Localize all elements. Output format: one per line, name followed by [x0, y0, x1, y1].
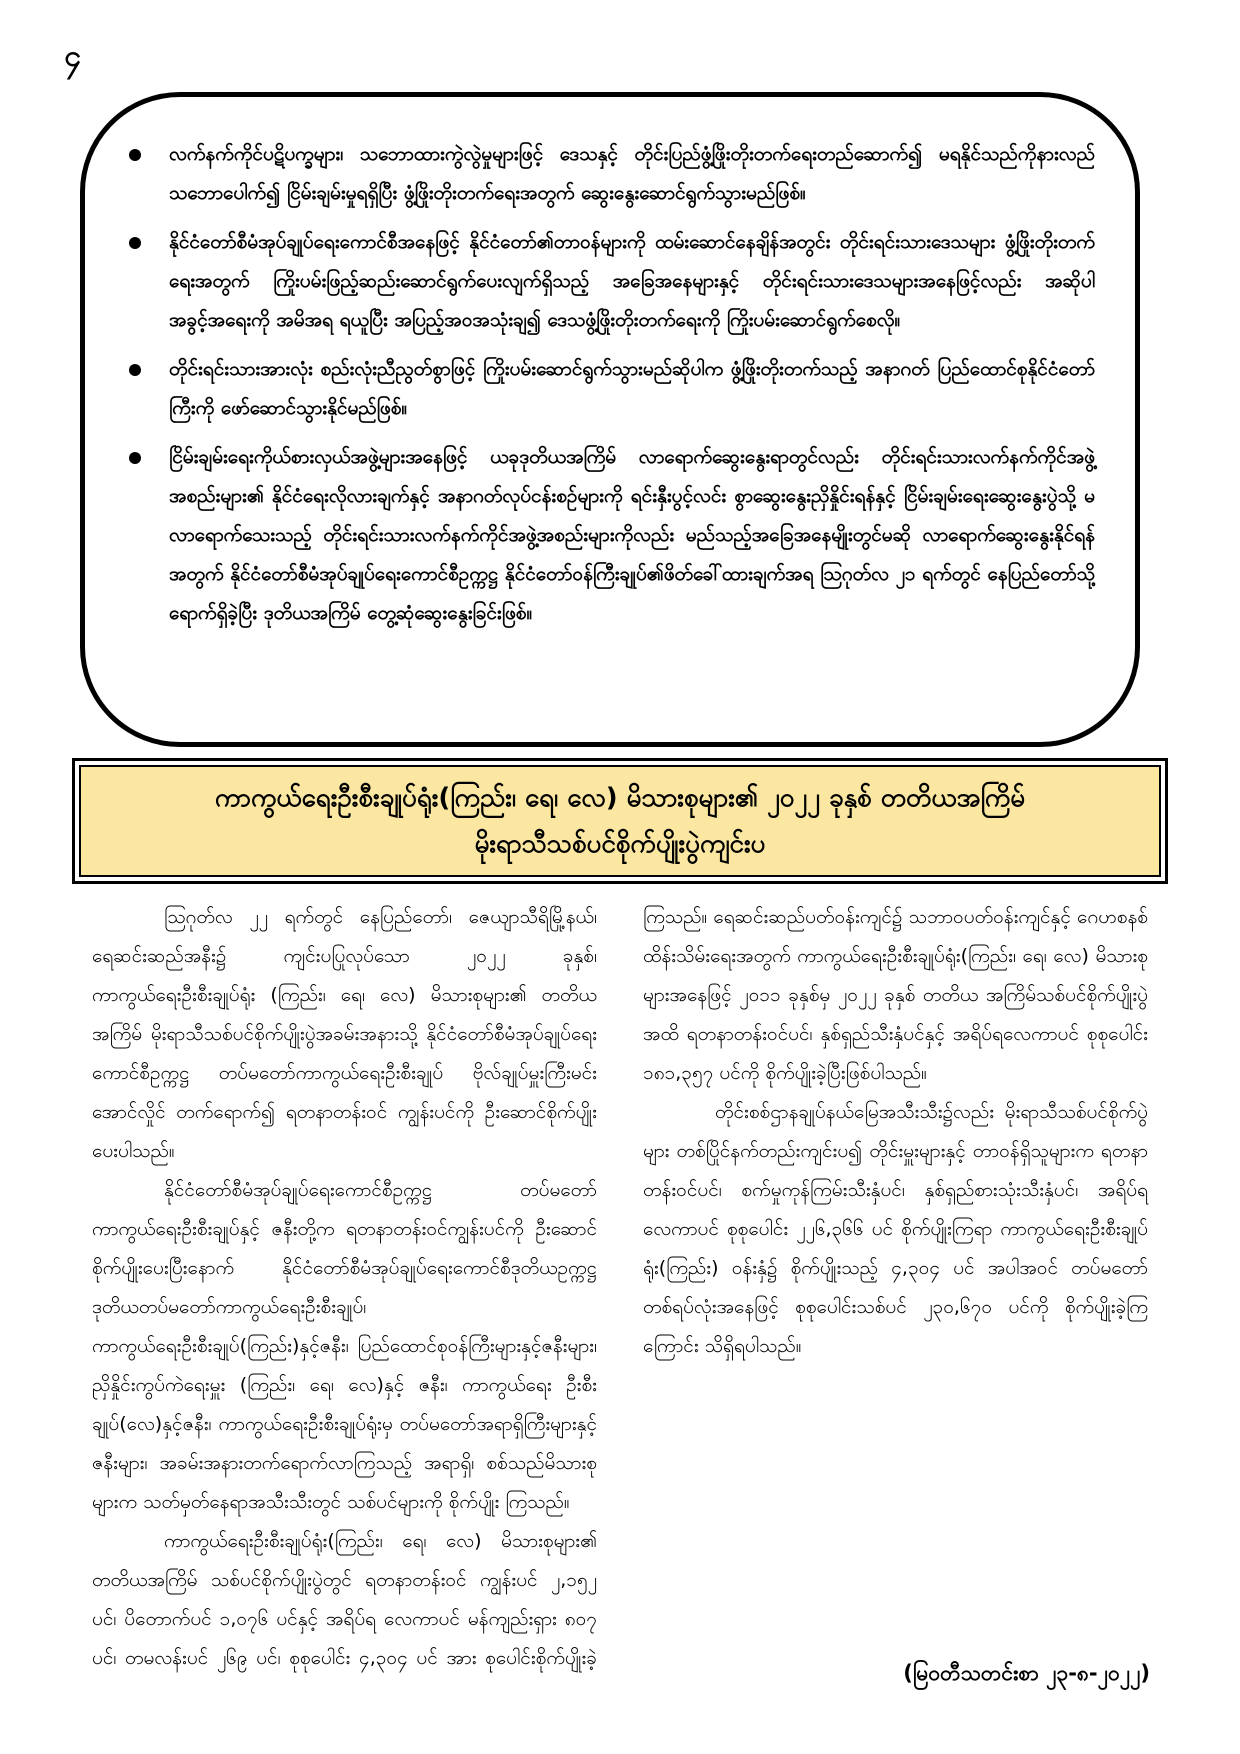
headline-box [79, 765, 1161, 877]
article-paragraph: နိုင်ငံတော်စီမံအုပ်ချုပ်ရေးကောင်စီဥက္ကဋ္ဌ တပ်မတော်ကာကွယ်ရေးဦးစီးချုပ်နှင့် ဇနီးတို့က ရတနာတန်းဝင်ကျွန်းပင်ကို ဦးဆောင်စိုက်ပျိုးပေးပြီးနောက် နိုင်ငံတော်စီမံအုပ်ချုပ်ရေးကောင်စီဒုတိယဥက္ကဋ္ဌ ဒုတိယတပ်မတော်ကာကွယ်ရေးဦးစီးချုပ်၊ ကာကွယ်ရေးဦးစီးချုပ်(ကြည်း)နှင့်ဇနီး၊ ပြည်ထောင်စုဝန်ကြီးများနှင့်ဇနီးများ၊ ညှိနှိုင်းကွပ်ကဲရေးမှူး (ကြည်း၊ ရေ၊ လေ)နှင့် ဇနီး၊ ကာကွယ်ရေး ဦးစီးချုပ်(လေ)နှင့်ဇနီး၊ ကာကွယ်ရေးဦးစီးချုပ်ရုံးမှ တပ်မတော်အရာရှိကြီးများနှင့်ဇနီးများ၊ အခမ်းအနားတက်ရောက်လာကြသည့် အရာရှိ၊ စစ်သည်မိသားစုများက သတ်မှတ်နေရာအသီးသီးတွင် သစ်ပင်များကို စိုက်ပျိုး ကြသည်။ [92, 1179, 597, 1513]
article-headline [185, 775, 1055, 867]
summary-bullet-text: နိုင်ငံတော်စီမံအုပ်ချုပ်ရေးကောင်စီအနေဖြင့် နိုင်ငံတော်၏တာဝန်များကို ထမ်းဆောင်နေချိန်အတွင်း တိုင်းရင်းသားဒေသများ ဖွံ့ဖြိုးတိုးတက်ရေးအတွက် ကြိုးပမ်းဖြည့်ဆည်းဆောင်ရွက်ပေးလျက်ရှိသည့် အခြေအနေများနှင့် တိုင်းရင်းသားဒေသများအနေဖြင့်လည်း အဆိုပါအခွင့်အရေးကို အမိအရ ရယူပြီး အပြည့်အဝအသုံးချ၍ ဒေသဖွံ့ဖြိုးတိုးတက်ရေးကို ကြိုးပမ်းဆောင်ရွက်စေလို။ [169, 231, 1095, 331]
headline-line-1: ကာကွယ်ရေးဦးစီးချုပ်ရုံး(ကြည်း၊ ရေ၊ လေ) မိသားစုများ၏ ၂၀၂၂ ခုနှစ် တတိယအကြိမ် [214, 783, 1026, 813]
article-body [92, 898, 1148, 1698]
article-paragraph: ကာကွယ်ရေးဦးစီးချုပ်ရုံး(ကြည်း၊ ရေ၊ လေ) မိသားစုများ၏ တတိယအကြိမ် သစ်ပင်စိုက်ပျိုးပွဲတွင် ရတနာတန်းဝင် ကျွန်းပင် ၂,၁၅၂ ပင်၊ ပိတောက်ပင် ၁,၀၇၆ ပင်နှင့် အရိပ်ရ လေကာပင် မန်ကျည်းရှား ၈၀၇ ပင်၊ တမလန်းပင် ၂၆၉ ပင်၊ စုစုပေါင်း ၄,၃၀၄ ပင် အား စုပေါင်းစိုက်ပျိုးခဲ့ကြသည်။ ရေဆင်းဆည်ပတ်ဝန်းကျင်၌ သဘာဝပတ်ဝန်းကျင်နှင့် ဂေဟစနစ်ထိန်းသိမ်းရေးအတွက် ကာကွယ်ရေးဦးစီးချုပ်ရုံး(ကြည်း၊ ရေ၊ လေ) မိသားစုများအနေဖြင့် ၂၀၁၁ ခုနှစ်မှ ၂၀၂၂ ခုနှစ် တတိယ အကြိမ်သစ်ပင်စိုက်ပျိုးပွဲအထိ ရတနာတန်းဝင်ပင်၊ နှစ်ရှည်သီးနှံပင်နှင့် အရိပ်ရလေကာပင် စုစုပေါင်း ၁၈၁,၃၅၇ ပင်ကို စိုက်ပျိုးခဲ့ပြီးဖြစ်ပါသည်။ [92, 906, 1148, 1669]
article-paragraph: ဩဂုတ်လ ၂၂ ရက်တွင် နေပြည်တော်၊ ဇေယျာသီရိမြို့နယ်၊ ရေဆင်းဆည်အနီး၌ ကျင်းပပြုလုပ်သော ၂၀၂၂ ခုနှစ်၊ ကာကွယ်ရေးဦးစီးချုပ်ရုံး (ကြည်း၊ ရေ၊ လေ) မိသားစုများ၏ တတိယအကြိမ် မိုးရာသီသစ်ပင်စိုက်ပျိုးပွဲအခမ်းအနားသို့ နိုင်ငံတော်စီမံအုပ်ချုပ်ရေးကောင်စီဥက္ကဋ္ဌ တပ်မတော်ကာကွယ်ရေးဦးစီးချုပ် ဗိုလ်ချုပ်မှူးကြီးမင်းအောင်လှိုင် တက်ရောက်၍ ရတနာတန်းဝင် ကျွန်းပင်ကို ဦးဆောင်စိုက်ပျိုးပေးပါသည်။ [92, 906, 597, 1162]
bullet-icon [129, 452, 141, 464]
summary-bullet-text: လက်နက်ကိုင်ပဋိပက္ခများ၊ သဘောထားကွဲလွဲမှုများဖြင့် ဒေသနှင့် တိုင်းပြည်ဖွံ့ဖြိုးတိုးတက်ရေးတည်ဆောက်၍ မရနိုင်သည်ကိုနားလည်သဘောပေါက်၍ ငြိမ်းချမ်းမှုရရှိပြီး ဖွံ့ဖြိုးတိုးတက်ရေးအတွက် ဆွေးနွေးဆောင်ရွက်သွားမည်ဖြစ်။ [169, 143, 1095, 204]
bullet-icon [129, 149, 141, 161]
source-credit: (မြဝတီသတင်းစာ ၂၃-၈-၂၀၂၂) [903, 1661, 1150, 1685]
headline-line-2: မိုးရာသီသစ်ပင်စိုက်ပျိုးပွဲကျင်းပ [474, 829, 766, 859]
bullet-icon [129, 237, 141, 249]
headline-frame [72, 758, 1168, 884]
summary-bullet-list [121, 135, 1095, 633]
summary-bullet [121, 135, 1095, 213]
summary-bullet [121, 438, 1095, 633]
summary-bullet [121, 350, 1095, 428]
summary-bullet [121, 223, 1095, 340]
summary-box [80, 92, 1140, 747]
article-paragraph: တိုင်းစစ်ဌာနချုပ်နယ်မြေအသီးသီး၌လည်း မိုးရာသီသစ်ပင်စိုက်ပွဲများ တစ်ပြိုင်နက်တည်းကျင်းပ၍ တိုင်းမှူးများနှင့် တာဝန်ရှိသူများက ရတနာတန်းဝင်ပင်၊ စက်မှုကုန်ကြမ်းသီးနှံပင်၊ နှစ်ရှည်စားသုံးသီးနှံပင်၊ အရိပ်ရလေကာပင် စုစုပေါင်း ၂၂၆,၃၆၆ ပင် စိုက်ပျိုးကြရာ ကာကွယ်ရေးဦးစီးချုပ်ရုံး(ကြည်း) ဝန်းနှံ၌ စိုက်ပျိုးသည့် ၄,၃၀၄ ပင် အပါအဝင် တပ်မတော်တစ်ရပ်လုံးအနေဖြင့် စုစုပေါင်းသစ်ပင် ၂၃၀,၆၇၀ ပင်ကို စိုက်ပျိုးခဲ့ကြကြောင်း သိရှိရပါသည်။ [643, 1101, 1148, 1357]
bullet-icon [129, 364, 141, 376]
summary-bullet-text: တိုင်းရင်းသားအားလုံး စည်းလုံးညီညွတ်စွာဖြင့် ကြိုးပမ်းဆောင်ရွက်သွားမည်ဆိုပါက ဖွံ့ဖြိုးတိုးတက်သည့် အနာဂတ် ပြည်ထောင်စုနိုင်ငံတော်ကြီးကို ဖော်ဆောင်သွားနိုင်မည်ဖြစ်။ [169, 358, 1095, 419]
summary-bullet-text: ငြိမ်းချမ်းရေးကိုယ်စားလှယ်အဖွဲ့များအနေဖြင့် ယခုဒုတိယအကြိမ် လာရောက်ဆွေးနွေးရာတွင်လည်း တိုင်းရင်းသားလက်နက်ကိုင်အဖွဲ့အစည်းများ၏ နိုင်ငံရေးလိုလားချက်နှင့် အနာဂတ်လုပ်ငန်းစဉ်များကို ရင်းနှီးပွင့်လင်း စွာဆွေးနွေးညှိနှိုင်းရန်နှင့် ငြိမ်းချမ်းရေးဆွေးနွေးပွဲသို့ မလာရောက်သေးသည့် တိုင်းရင်းသားလက်နက်ကိုင်အဖွဲ့အစည်းများကိုလည်း မည်သည့်အခြေအနေမျိုးတွင်မဆို လာရောက်ဆွေးနွေးနိုင်ရန်အတွက် နိုင်ငံတော်စီမံအုပ်ချုပ်ရေးကောင်စီဥက္ကဋ္ဌ နိုင်ငံတော်ဝန်ကြီးချုပ်၏ဖိတ်ခေါ်ထားချက်အရ ဩဂုတ်လ ၂၁ ရက်တွင် နေပြည်တော်သို့ ရောက်ရှိခဲ့ပြီး ဒုတိယအကြိမ် တွေ့ဆုံဆွေးနွေးခြင်းဖြစ်။ [169, 446, 1095, 624]
page-number: ၄ [64, 39, 81, 74]
